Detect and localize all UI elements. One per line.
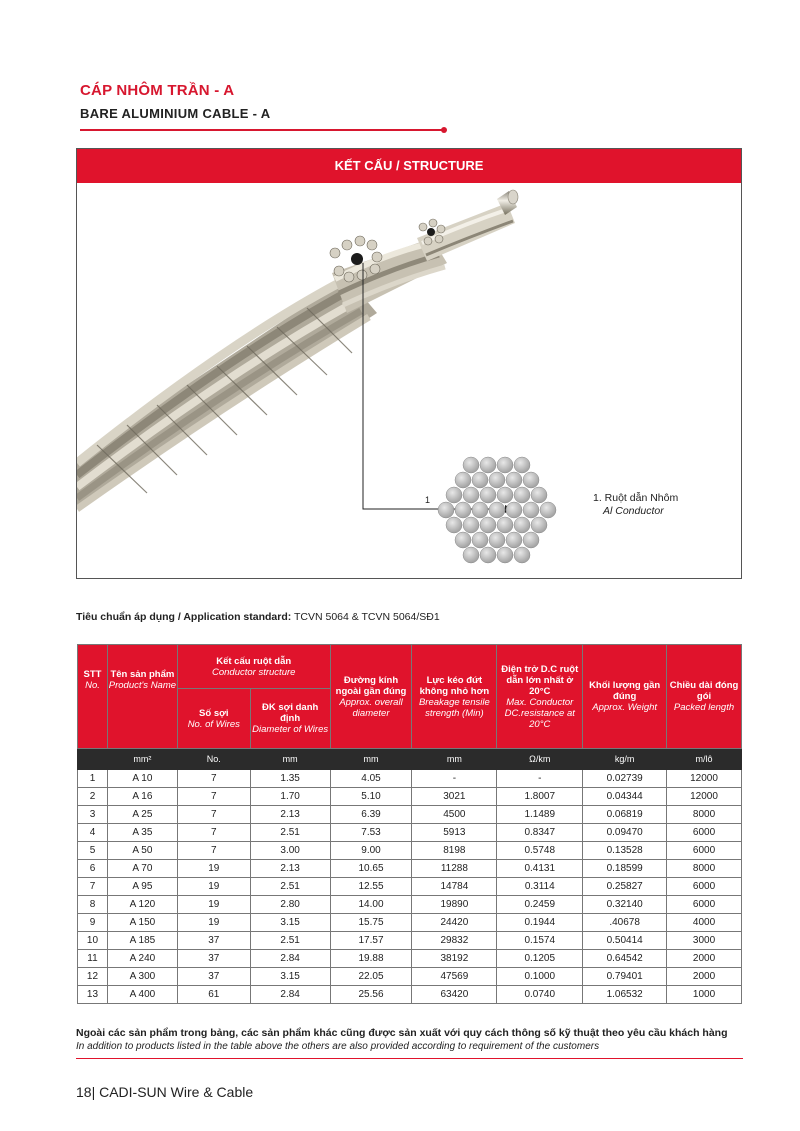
table-cell: 19890	[412, 896, 497, 914]
table-cell: 5913	[412, 824, 497, 842]
table-cell: 0.1205	[497, 950, 583, 968]
col-overall-diameter: Đường kính ngoài gần đúng Approx. overall diameter	[330, 645, 412, 749]
footer-note-vn: Ngoài các sản phẩm trong bảng, các sản phẩm khác cũng được sản xuất với quy cách thông số kỹ thuật theo yêu cầu khách hàng	[76, 1027, 728, 1039]
table-cell: 0.79401	[583, 968, 667, 986]
table-cell: .40678	[583, 914, 667, 932]
title-divider-dot	[441, 127, 447, 133]
table-cell: 8000	[667, 806, 742, 824]
leader-line	[363, 263, 505, 509]
table-cell: -	[497, 770, 583, 788]
table-cell: A 150	[107, 914, 177, 932]
table-cell: A 120	[107, 896, 177, 914]
table-cell: 0.32140	[583, 896, 667, 914]
table-cell: 2000	[667, 950, 742, 968]
table-cell: 14784	[412, 878, 497, 896]
spec-table	[77, 644, 742, 1004]
table-cell: 2.13	[250, 860, 330, 878]
table-cell: 8	[78, 896, 108, 914]
table-cell: 7.53	[330, 824, 412, 842]
col-structure: Kết cấu ruột dẫn Conductor structure	[177, 645, 330, 689]
table-cell: 13	[78, 986, 108, 1004]
table-cell: 4.05	[330, 770, 412, 788]
table-cell: 6000	[667, 824, 742, 842]
table-cell: 7	[177, 788, 250, 806]
table-cell: A 240	[107, 950, 177, 968]
table-cell: 0.1000	[497, 968, 583, 986]
table-cell: 3000	[667, 932, 742, 950]
spec-table-body	[78, 770, 742, 1004]
col-stt: STT No.	[78, 645, 108, 749]
table-cell: 38192	[412, 950, 497, 968]
table-cell: 6000	[667, 842, 742, 860]
table-cell: 24420	[412, 914, 497, 932]
table-cell: 10.65	[330, 860, 412, 878]
table-row	[78, 878, 742, 896]
table-cell: 2.51	[250, 878, 330, 896]
table-row	[78, 914, 742, 932]
conductor-label-vn: 1. Ruột dẫn Nhôm	[593, 492, 679, 504]
conductor-legend	[593, 492, 678, 518]
table-cell: 29832	[412, 932, 497, 950]
table-cell: 37	[177, 968, 250, 986]
table-cell: 1.35	[250, 770, 330, 788]
table-row	[78, 806, 742, 824]
structure-panel	[76, 148, 742, 579]
table-cell: 1.1489	[497, 806, 583, 824]
table-row	[78, 986, 742, 1004]
table-cell: 1	[78, 770, 108, 788]
table-cell: 4	[78, 824, 108, 842]
table-cell: 0.64542	[583, 950, 667, 968]
table-cell: 0.04344	[583, 788, 667, 806]
table-cell: -	[412, 770, 497, 788]
cable-illustration	[77, 183, 741, 578]
table-cell: 61	[177, 986, 250, 1004]
table-cell: 19.88	[330, 950, 412, 968]
table-row	[78, 788, 742, 806]
table-cell: 0.4131	[497, 860, 583, 878]
table-cell: 37	[177, 950, 250, 968]
table-row	[78, 842, 742, 860]
table-cell: 5.10	[330, 788, 412, 806]
table-cell: 19	[177, 860, 250, 878]
table-row	[78, 770, 742, 788]
table-cell: 12	[78, 968, 108, 986]
title-divider	[80, 129, 444, 131]
table-cell: 0.3114	[497, 878, 583, 896]
table-cell: 0.18599	[583, 860, 667, 878]
table-cell: A 16	[107, 788, 177, 806]
table-cell: 6000	[667, 878, 742, 896]
page-footer: 18| CADI-SUN Wire & Cable	[76, 1084, 254, 1100]
table-cell: 19	[177, 896, 250, 914]
table-cell: 2.84	[250, 950, 330, 968]
col-weight: Khối lượng gần đúng Approx. Weight	[583, 645, 667, 749]
table-cell: 6	[78, 860, 108, 878]
table-cell: 0.50414	[583, 932, 667, 950]
table-cell: 1.70	[250, 788, 330, 806]
table-cell: 2.51	[250, 932, 330, 950]
table-cell: 15.75	[330, 914, 412, 932]
table-cell: 0.02739	[583, 770, 667, 788]
table-cell: A 300	[107, 968, 177, 986]
table-row	[78, 824, 742, 842]
application-standard	[76, 611, 440, 623]
table-cell: 47569	[412, 968, 497, 986]
col-wires: Số sợi No. of Wires	[177, 689, 250, 749]
conductor-label-en: Al Conductor	[603, 505, 664, 517]
table-cell: 37	[177, 932, 250, 950]
table-row	[78, 968, 742, 986]
table-cell: 6.39	[330, 806, 412, 824]
table-cell: 8198	[412, 842, 497, 860]
table-cell: 3.00	[250, 842, 330, 860]
footer-divider	[76, 1058, 743, 1059]
table-cell: 1.8007	[497, 788, 583, 806]
table-cell: A 35	[107, 824, 177, 842]
table-cell: A 95	[107, 878, 177, 896]
conductor-cross-section	[438, 457, 556, 563]
table-cell: 4000	[667, 914, 742, 932]
table-cell: 7	[177, 824, 250, 842]
table-cell: 9.00	[330, 842, 412, 860]
table-cell: 2.80	[250, 896, 330, 914]
table-cell: 3021	[412, 788, 497, 806]
table-cell: 0.1944	[497, 914, 583, 932]
table-cell: 7	[78, 878, 108, 896]
conductor-marker-number: 1	[425, 495, 431, 505]
table-cell: 25.56	[330, 986, 412, 1004]
table-cell: 7	[177, 770, 250, 788]
col-tensile-strength: Lực kéo đứt không nhỏ hơn Breakage tensile strength (Min)	[412, 645, 497, 749]
table-cell: A 25	[107, 806, 177, 824]
table-cell: 10	[78, 932, 108, 950]
table-cell: A 400	[107, 986, 177, 1004]
table-cell: 0.5748	[497, 842, 583, 860]
table-cell: 17.57	[330, 932, 412, 950]
table-cell: 2.13	[250, 806, 330, 824]
page-title-en: BARE ALUMINIUM CABLE - A	[80, 106, 271, 121]
table-cell: 0.2459	[497, 896, 583, 914]
table-cell: A 50	[107, 842, 177, 860]
table-cell: A 185	[107, 932, 177, 950]
table-cell: 3	[78, 806, 108, 824]
table-cell: 0.06819	[583, 806, 667, 824]
table-cell: 0.25827	[583, 878, 667, 896]
table-cell: 7	[177, 842, 250, 860]
table-cell: 2.84	[250, 986, 330, 1004]
cable-outer-layer	[77, 278, 377, 509]
table-cell: 2.51	[250, 824, 330, 842]
page-title-vn: CÁP NHÔM TRẦN - A	[80, 82, 235, 99]
table-cell: 63420	[412, 986, 497, 1004]
table-cell: 1000	[667, 986, 742, 1004]
table-cell: 2	[78, 788, 108, 806]
table-cell: 0.1574	[497, 932, 583, 950]
table-cell: 2000	[667, 968, 742, 986]
table-cell: 1.06532	[583, 986, 667, 1004]
table-cell: 5	[78, 842, 108, 860]
table-cell: 12000	[667, 770, 742, 788]
standard-label: Tiêu chuẩn áp dụng / Application standard:	[76, 611, 292, 623]
table-cell: 9	[78, 914, 108, 932]
table-cell: 19	[177, 878, 250, 896]
table-row	[78, 860, 742, 878]
col-name: Tên sản phẩm Product's Name	[107, 645, 177, 749]
table-cell: 11	[78, 950, 108, 968]
table-cell: 4500	[412, 806, 497, 824]
col-wire-diameter: ĐK sợi danh định Diameter of Wires	[250, 689, 330, 749]
table-cell: 0.09470	[583, 824, 667, 842]
table-cell: 12000	[667, 788, 742, 806]
table-cell: 6000	[667, 896, 742, 914]
table-cell: 3.15	[250, 968, 330, 986]
standard-value: TCVN 5064 & TCVN 5064/SĐ1	[291, 611, 440, 623]
structure-header: KẾT CẤU / STRUCTURE	[77, 149, 741, 183]
table-cell: A 10	[107, 770, 177, 788]
table-row	[78, 932, 742, 950]
table-cell: 12.55	[330, 878, 412, 896]
table-cell: 0.0740	[497, 986, 583, 1004]
table-cell: 8000	[667, 860, 742, 878]
table-cell: 3.15	[250, 914, 330, 932]
table-cell: 0.13528	[583, 842, 667, 860]
table-row	[78, 896, 742, 914]
table-cell: 7	[177, 806, 250, 824]
footer-note-en: In addition to products listed in the table above the others are also provided according to requirement of the customers	[76, 1041, 600, 1052]
table-cell: 11288	[412, 860, 497, 878]
table-cell: 22.05	[330, 968, 412, 986]
table-cell: 14.00	[330, 896, 412, 914]
col-resistance: Điện trở D.C ruột dẫn lớn nhất ở 20°C Max. Conductor DC.resistance at 20°C	[497, 645, 583, 749]
table-row	[78, 950, 742, 968]
table-cell: 0.8347	[497, 824, 583, 842]
col-length: Chiều dài đóng gói Packed length	[667, 645, 742, 749]
units-row: mm² No. mm mm mm Ω/km kg/m m/lô	[78, 749, 742, 770]
table-cell: 19	[177, 914, 250, 932]
table-cell: A 70	[107, 860, 177, 878]
